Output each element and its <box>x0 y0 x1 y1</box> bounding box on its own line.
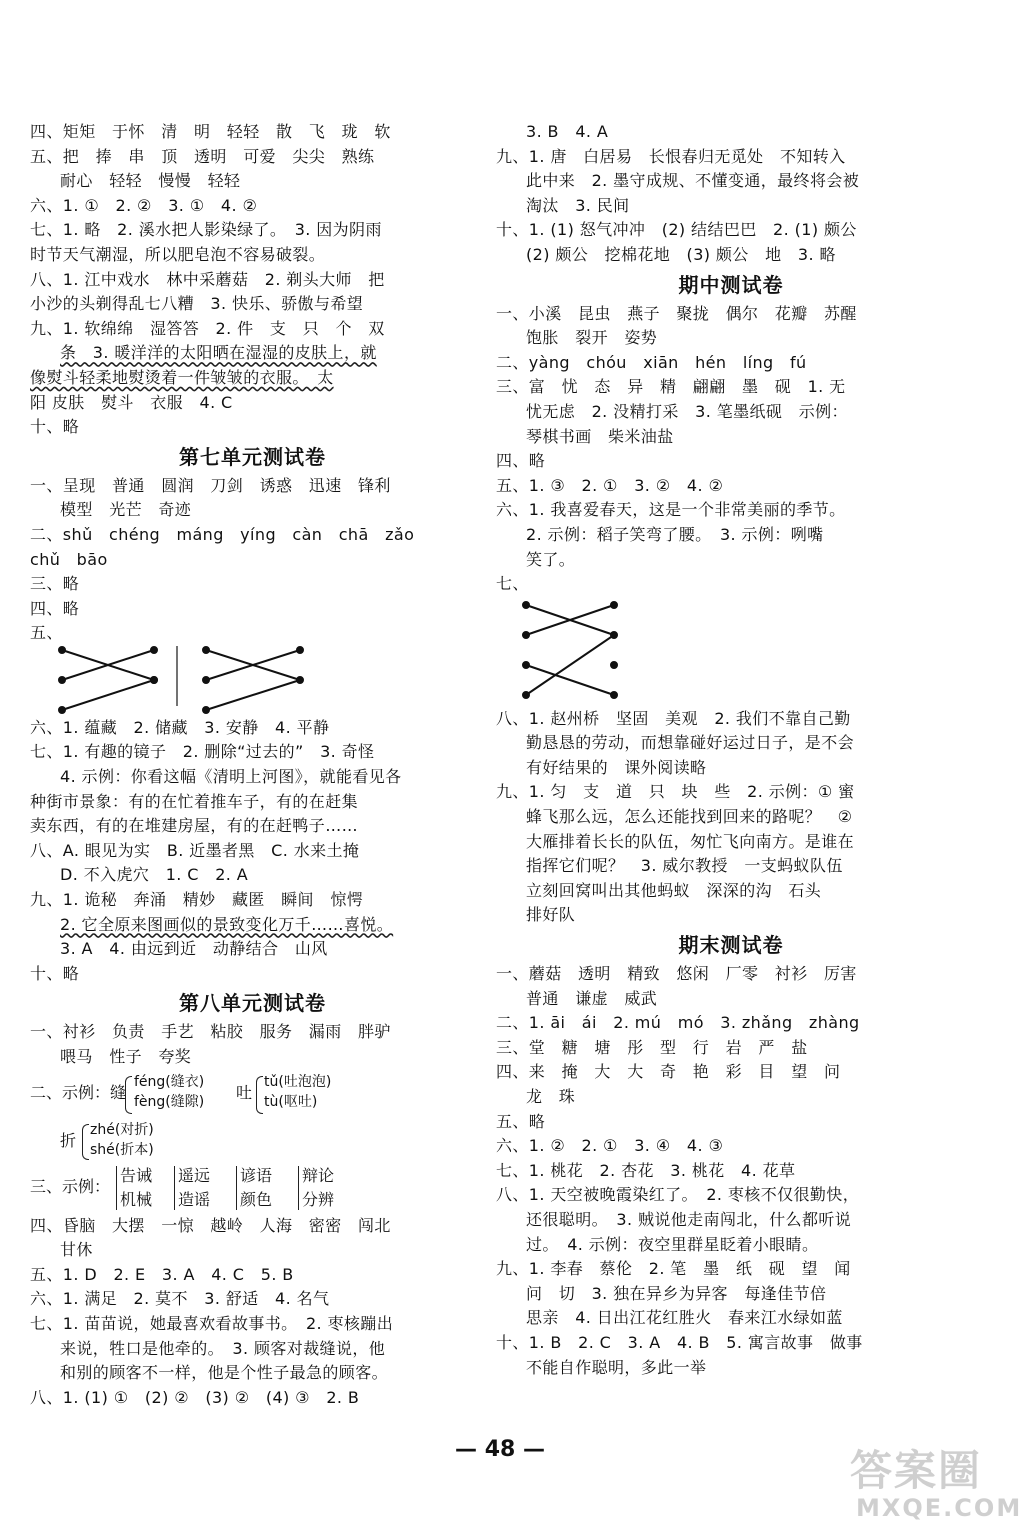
watermark-text: 答案圈 <box>850 1446 983 1495</box>
answer-line: 二、示例：缝 <box>30 1082 127 1102</box>
answer-line: 三、略 <box>30 574 80 594</box>
char-pair-bottom: 机械 <box>120 1189 153 1209</box>
answer-line: 吐 <box>236 1082 253 1102</box>
matching-set-left <box>59 647 157 713</box>
matching-diagram-unit7 <box>30 646 330 716</box>
answer-line: 九、1. 唐 白居易 长恨春归无觅处 不知转入 <box>496 146 846 166</box>
answer-line: 立刻回窝叫出其他蚂蚁 深深的沟 石头 <box>526 880 822 900</box>
answer-line: 八、1. 江中戏水 林中采蘑菇 2. 剃头大师 把 <box>30 269 385 289</box>
answer-line: 十、略 <box>30 417 80 437</box>
answer-line: 五、把 捧 串 顶 透明 可爱 尖尖 熟练 <box>30 146 375 166</box>
answer-line: 七、1. 苗苗说，她最喜欢看故事书。 2. 枣核蹦出 <box>30 1313 394 1333</box>
answer-line: 此中来 2. 墨守成规、不懂变通，最终将会被 <box>526 171 860 191</box>
answer-line: 二、shǔ chéng máng yíng càn chā zǎo <box>30 524 415 544</box>
answer-line: 2. 它全原来图画似的景致变化万千……喜悦。 <box>60 914 394 934</box>
answer-line: 四、矩矩 于怀 清 明 轻轻 散 飞 珑 软 <box>30 122 391 141</box>
answer-line: 一、蘑菇 透明 精致 悠闲 厂零 衬衫 厉害 <box>496 964 857 984</box>
answer-line: 五、略 <box>496 1111 546 1131</box>
char-pair-top: 遥远 <box>178 1165 211 1185</box>
answer-line: 普通 谦虚 威武 <box>526 988 658 1008</box>
answer-line: 有好结果的 课外阅读略 <box>526 757 707 777</box>
answer-line: 八、1. 赵州桥 坚固 美观 2. 我们不靠自己勤 <box>496 708 851 728</box>
section-heading-unit7: 第七单元测试卷 <box>179 444 326 469</box>
left-column <box>30 120 475 1410</box>
answer-line: 三、示例： <box>30 1176 111 1196</box>
char-pair-bottom: 颜色 <box>240 1189 273 1209</box>
answer-line: 四、昏脑 大摆 一惊 越岭 人海 密密 闯北 <box>30 1215 391 1235</box>
answer-line: 琴棋书画 柴米油盐 <box>526 426 674 446</box>
watermark-logo <box>850 1438 1022 1528</box>
answer-line: 六、1. 我喜爱春天，这是一个非常美丽的季节。 <box>496 500 846 520</box>
answer-line: 不能自作聪明，多此一举 <box>526 1357 707 1377</box>
answer-line: 问 切 3. 独在异乡为异客 每逢佳节倍 <box>526 1283 827 1303</box>
right-column <box>496 120 966 1380</box>
answer-line: 五、1. D 2. E 3. A 4. C 5. B <box>30 1264 294 1284</box>
answer-line: 九、1. 李春 蔡伦 2. 笔 墨 纸 砚 望 闻 <box>496 1259 851 1279</box>
answer-line: 饱胀 裂开 姿势 <box>526 328 658 348</box>
answer-line: 七、 <box>496 574 529 594</box>
answer-line: 淘汰 3. 民间 <box>526 195 630 215</box>
answer-line: 种街市景象：有的在忙着推车子，有的在赶集 <box>30 791 359 811</box>
char-pair-top: 告诫 <box>120 1165 153 1185</box>
answer-line: 勤恳恳的劳动，而想靠碰好运过日子，是不会 <box>526 733 855 753</box>
answer-line: 三、富 忧 态 异 精 翩翩 墨 砚 1. 无 <box>496 377 846 397</box>
answer-line: 十、略 <box>30 963 80 983</box>
answer-line: 十、1. (1) 怒气冲冲 (2) 结结巴巴 2. (1) 颇公 <box>496 220 857 240</box>
answer-line: 排好队 <box>526 905 576 925</box>
answer-line: 四、来 掩 大 大 奇 艳 彩 目 望 问 <box>496 1062 841 1082</box>
answer-line: 大雁排着长长的队伍，匆忙飞向南方。是谁在 <box>526 831 855 851</box>
answer-line: 和别的顾客不一样，他是个性子最急的顾客。 <box>60 1363 389 1383</box>
answer-line: 指挥它们呢？ 3. 威尔教授 一支蚂蚁队伍 <box>526 856 843 876</box>
answer-line: 二、yàng chóu xiān hén líng fú <box>496 352 807 372</box>
answer-line: 小沙的头剃得乱七八糟 3. 快乐、骄傲与希望 <box>30 294 364 314</box>
answer-line: 笑了。 <box>526 549 576 569</box>
answer-line: 阳 皮肤 熨斗 衣服 4. C <box>30 392 233 412</box>
answer-line: 过。 4. 示例：夜空里群星眨着小眼睛。 <box>526 1234 819 1254</box>
answer-line: 蜂飞那么远，怎么还能找到回来的路呢？ ② <box>526 807 853 827</box>
section-heading-unit8: 第八单元测试卷 <box>179 991 326 1016</box>
answer-line: 卖东西，有的在堆建房屋，有的在赶鸭子…… <box>30 816 359 836</box>
pinyin-item: tù(呕吐) <box>264 1093 318 1110</box>
answer-line: 像熨斗轻柔地熨烫着一件皱皱的衣服。 太 <box>30 367 334 387</box>
answer-line: 九、1. 匀 支 道 只 块 些 2. 示例：① 蜜 <box>496 782 855 802</box>
answer-line: 六、1. ② 2. ① 3. ④ 4. ③ <box>496 1136 724 1156</box>
answer-line: 一、呈现 普通 圆润 刀剑 诱惑 迅速 锋利 <box>30 475 391 495</box>
char-pair-top: 辩论 <box>302 1165 335 1185</box>
pinyin-item: shé(折本) <box>90 1141 154 1158</box>
page-number: — 48 — <box>455 1437 545 1462</box>
answer-line: 七、1. 略 2. 溪水把人影染绿了。 3. 因为阴雨 <box>30 220 382 240</box>
polyphone-answer <box>30 1118 475 1164</box>
answer-line: 五、 <box>30 623 63 643</box>
answer-line: 四、略 <box>496 451 546 471</box>
section-heading-midterm: 期中测试卷 <box>678 272 784 297</box>
bracket <box>116 1166 117 1210</box>
answer-line: 六、1. 满足 2. 莫不 3. 舒适 4. 名气 <box>30 1289 330 1309</box>
char-pair-bottom: 造谣 <box>178 1189 211 1209</box>
answer-line: 三、堂 糖 塘 彤 型 行 岩 严 盐 <box>496 1037 808 1057</box>
answer-line: 忧无虑 2. 没精打采 3. 笔墨纸砚 示例： <box>526 401 848 421</box>
answer-line: 还很聪明。 3. 贼说他走南闯北，什么都听说 <box>526 1209 852 1229</box>
answer-line: 耐心 轻轻 慢慢 轻轻 <box>60 171 241 191</box>
answer-line: 条 3. 暖洋洋的太阳晒在湿湿的皮肤上，就 <box>60 343 377 363</box>
pinyin-item: féng(缝衣) <box>134 1073 205 1090</box>
matching-set-right <box>203 647 303 713</box>
answer-line: 喂马 性子 夸奖 <box>60 1047 192 1066</box>
answer-line: 4. 示例：你看这幅《清明上河图》，就能看见各 <box>60 767 402 787</box>
watermark-url: MXQE.COM <box>856 1494 1022 1522</box>
answer-line: 甘休 <box>60 1240 93 1260</box>
answer-line: 龙 珠 <box>526 1087 576 1106</box>
brace <box>125 1076 132 1114</box>
answer-line: 一、小溪 昆虫 燕子 聚拢 偶尔 花瓣 苏醒 <box>496 303 857 323</box>
answer-line: 九、1. 诡秘 奔涌 精妙 藏匿 瞬间 惊愕 <box>30 890 364 910</box>
answer-line: 八、A. 眼见为实 B. 近墨者黑 C. 水来土掩 <box>30 840 360 860</box>
answer-line: 一、衬衫 负责 手艺 粘胶 服务 漏雨 胖驴 <box>30 1022 391 1042</box>
answer-line: chǔ bāo <box>30 549 108 569</box>
answer-line: 3. B 4. A <box>526 122 609 141</box>
answer-line: 九、1. 软绵绵 湿答答 2. 件 支 只 个 双 <box>30 318 385 338</box>
pinyin-item: fèng(缝隙) <box>134 1093 205 1110</box>
answer-line: 来说，牲口是他牵的。 3. 顾客对裁缝说，他 <box>60 1338 386 1358</box>
answer-line: (2) 颇公 挖棉花地 (3) 颇公 地 3. 略 <box>526 244 836 264</box>
pinyin-item: tǔ(吐泡泡) <box>264 1073 332 1090</box>
answer-line: 二、1. āi ái 2. mú mó 3. zhǎng zhàng <box>496 1013 860 1033</box>
answer-line: 五、1. ③ 2. ① 3. ② 4. ② <box>496 475 724 495</box>
answer-line: 3. A 4. 由远到近 动静结合 山风 <box>60 939 328 959</box>
answer-line: 思亲 4. 日出江花红胜火 春来江水绿如蓝 <box>526 1308 843 1328</box>
bracket <box>298 1166 299 1210</box>
similar-char-answer <box>30 1164 475 1214</box>
bracket <box>236 1166 237 1210</box>
bracket <box>174 1166 175 1210</box>
answer-line: 六、1. 蕴藏 2. 储藏 3. 安静 4. 平静 <box>30 717 330 737</box>
pinyin-item: zhé(对折) <box>90 1121 154 1138</box>
answer-line: 折 <box>60 1130 77 1150</box>
answer-line: 七、1. 有趣的镜子 2. 删除“过去的” 3. 奇怪 <box>30 742 375 762</box>
answer-line: 十、1. B 2. C 3. A 4. B 5. 寓言故事 做事 <box>496 1332 863 1352</box>
matching-diagram-midterm <box>496 597 696 707</box>
brace <box>82 1124 89 1160</box>
polyphone-answer <box>30 1070 475 1118</box>
answer-line: 四、略 <box>30 598 80 618</box>
answer-line: 六、1. ① 2. ② 3. ① 4. ② <box>30 195 258 215</box>
answer-line: 时节天气潮湿，所以肥皂泡不容易破裂。 <box>30 244 326 264</box>
answer-line: 2. 示例：稻子笑弯了腰。 3. 示例：咧嘴 <box>526 524 824 544</box>
char-pair-bottom: 分辨 <box>302 1189 335 1209</box>
answer-line: 七、1. 桃花 2. 杏花 3. 桃花 4. 花草 <box>496 1160 796 1180</box>
answer-line: D. 不入虎穴 1. C 2. A <box>60 865 249 885</box>
answer-line: 模型 光芒 奇迹 <box>60 500 192 520</box>
answer-line: 八、1. (1) ① (2) ② (3) ② (4) ③ 2. B <box>30 1387 360 1407</box>
answer-line: 八、1. 天空被晚霞染红了。 2. 枣核不仅很勤快， <box>496 1185 860 1205</box>
char-pair-top: 谚语 <box>240 1165 273 1185</box>
brace <box>256 1076 263 1114</box>
section-heading-final: 期末测试卷 <box>678 933 784 958</box>
